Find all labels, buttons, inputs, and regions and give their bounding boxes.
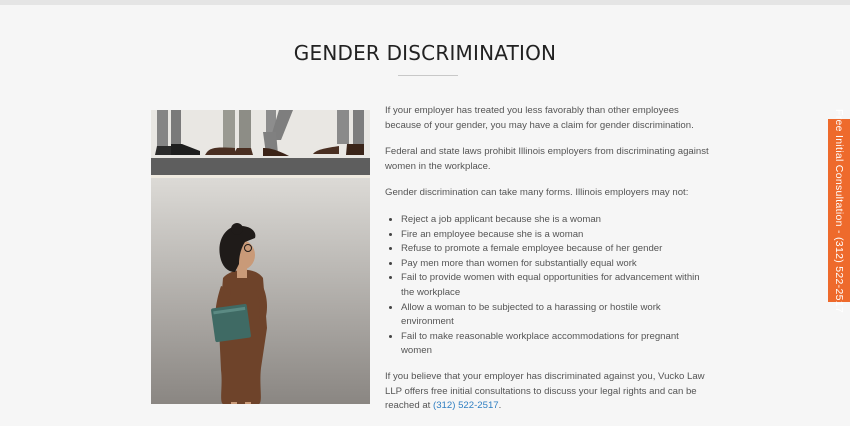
free-consultation-tab[interactable] [828, 108, 850, 313]
list-item: • Refuse to promote a female employee because of her gender [401, 242, 710, 257]
top-bar [0, 0, 850, 5]
title-divider [398, 75, 458, 76]
list-item: • Allow a woman to be subjected to a harassing or hostile work environment [401, 301, 710, 330]
list-item: • Fail to make reasonable workplace accommodations for pregnant women [401, 330, 710, 359]
closing-text: If you believe that your employer has discriminated against you, Vucko Law LLP offers free initial consultations to discuss your legal rights and can be reached at [385, 370, 705, 412]
forms-lead-paragraph: Gender discrimination can take many forms. Illinois employers may not: [385, 187, 689, 199]
laws-paragraph: Federal and state laws prohibit Illinois employers from discriminating against women in the workplace. [385, 146, 709, 172]
discrimination-list [385, 213, 710, 359]
free-consultation-label: Free Initial Consultation - (312) 522-2517 [833, 108, 845, 313]
closing-end: . [498, 400, 502, 412]
phone-link[interactable]: (312) 522-2517 [433, 400, 499, 412]
closing-paragraph [385, 370, 710, 414]
list-item: • Fire an employee because she is a woman [401, 228, 710, 243]
article-content [385, 104, 710, 426]
glass-ceiling-illustration [151, 110, 370, 404]
intro-paragraph: If your employer has treated you less favorably than other employees because of your gender, you may have a claim for gender discrimination. [385, 105, 694, 131]
list-item: • Pay men more than women for substantially equal work [401, 257, 710, 272]
page-title: GENDER DISCRIMINATION [293, 41, 557, 65]
list-item: • Reject a job applicant because she is a woman [401, 213, 710, 228]
list-item: • Fail to provide women with equal opportunities for advancement within the workplace [401, 271, 710, 300]
